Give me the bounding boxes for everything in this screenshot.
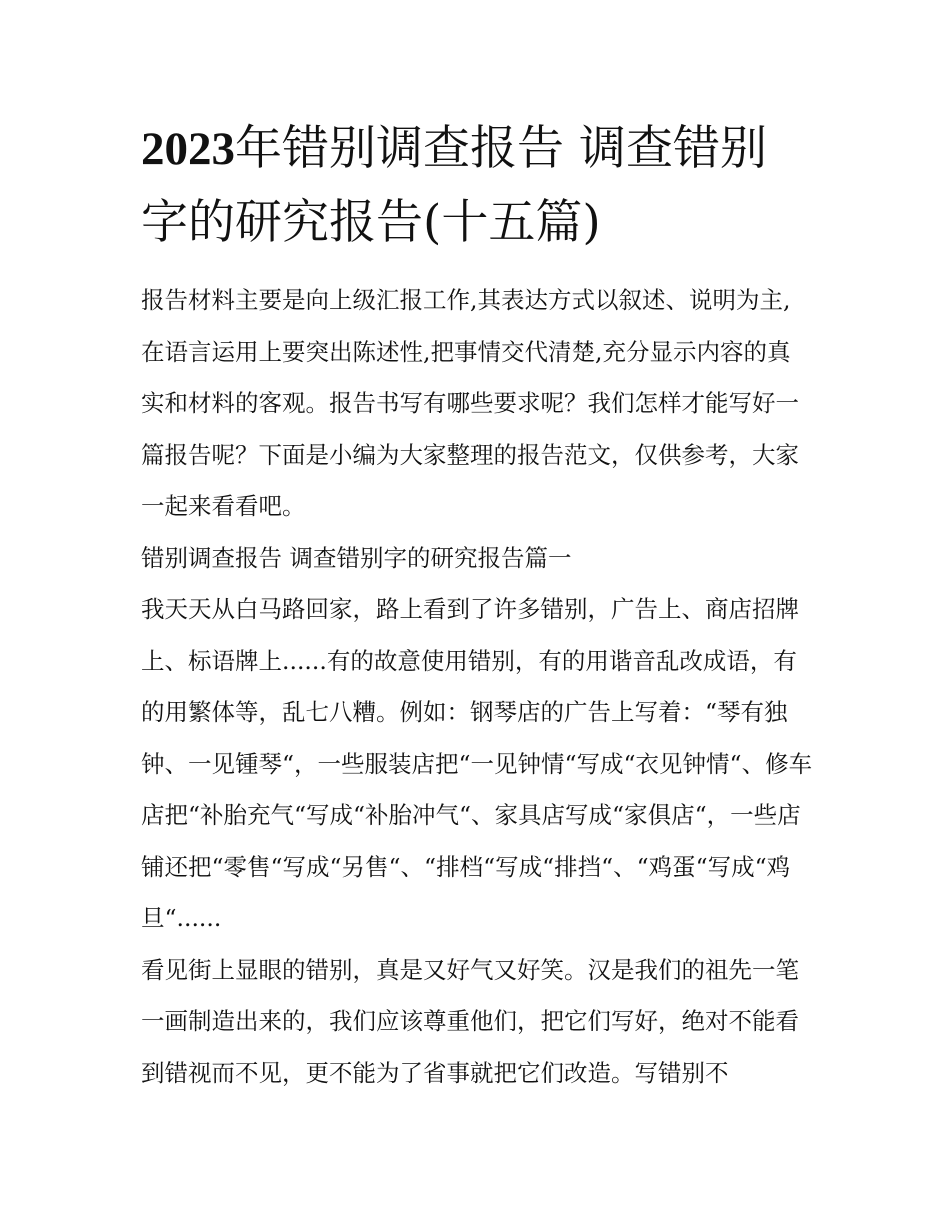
document-title xyxy=(141,112,813,259)
intro-paragraph: 报告材料主要是向上级汇报工作,其表达方式以叙述、说明为主,在语言运用上要突出陈述性,把事情交代清楚,充分显示内容的真实和材料的客观。报告书写有哪些要求呢？我们怎样才能写好一篇报告呢？下面是小编为大家整理的报告范文，仅供参考，大家一起来看看吧。 xyxy=(141,286,799,520)
section-heading: 错别调查报告 调查错别字的研究报告篇一 xyxy=(141,543,572,572)
title-year: 2023 xyxy=(141,123,235,175)
body-paragraph-1: 我天天从白马路回家，路上看到了许多错别，广告上、商店招牌上、标语牌上......有的故意使用错别，有的用谐音乱改成语，有的用繁体等，乱七八糟。例如：钢琴店的广告上写着：“琴有独钟、一见锺琴“，一些服装店把“一见钟情“写成“衣见钟情“、修车店把“补胎充气“写成“补胎冲气“、家具店写成“家俱店“，一些店铺还把“零售“写成“另售“、“排档“写成“排挡“、“鸡蛋“写成“鸡旦“...... xyxy=(141,595,813,932)
title-text: 年错别调查报告 调查错别字的研究报告(十五篇) xyxy=(141,121,767,250)
document-body xyxy=(141,112,813,1099)
body-paragraph-2: 看见街上显眼的错别，真是又好气又好笑。汉是我们的祖先一笔一画制造出来的，我们应该尊重他们，把它们写好，绝对不能看到错视而不见，更不能为了省事就把它们改造。写错别不 xyxy=(141,955,799,1087)
